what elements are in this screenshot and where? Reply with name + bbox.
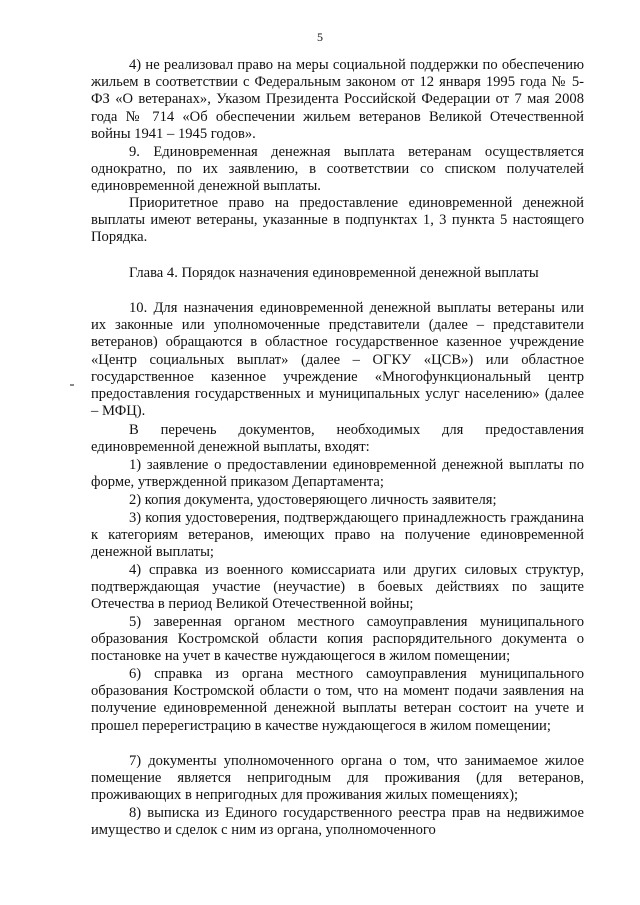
paragraph-documents-list-intro: В перечень документов, необходимых для предоставления единовременной денежной выплаты, входят:: [91, 422, 584, 456]
list-item-2: 2) копия документа, удостоверяющего личность заявителя;: [129, 492, 497, 508]
list-item-5: 5) заверенная органом местного самоуправления муниципального образования Костромской области копия распорядительного документа о постановке на учет в качестве нуждающегося в жилом помещении;: [91, 614, 584, 665]
list-item-4: 4) справка из военного комиссариата или других силовых структур, подтверждающая участие (неучастие) в боевых действиях по защите Отечества в период Великой Отечественной войны;: [91, 562, 584, 613]
list-item-1: 1) заявление о предоставлении единовременной денежной выплаты по форме, утвержденной приказом Департамента;: [91, 457, 584, 491]
margin-mark: [70, 384, 74, 386]
list-item-7: 7) документы уполномоченного органа о том, что занимаемое жилое помещение является непригодным для проживания (для ветеранов, проживающих в непригодных для проживания жилых помещениях);: [91, 753, 584, 804]
page-number: 5: [317, 30, 323, 44]
list-item-6: 6) справка из органа местного самоуправления муниципального образования Костромской области о том, что на момент подачи заявления на получение единовременной денежной выплаты ветеран состоит на учете и прошел перерегистрацию в качестве нуждающегося в жилом помещении;: [91, 666, 584, 734]
paragraph-priority-right: Приоритетное право на предоставление единовременной денежной выплаты имеют ветераны, указанные в подпунктах 1, 3 пункта 5 настоящего Порядка.: [91, 195, 584, 246]
paragraph-item-4: 4) не реализовал право на меры социальной поддержки по обеспечению жильем в соответствии с Федеральным законом от 12 января 1995 года № 5-ФЗ «О ветеранах», Указом Президента Российской Федерации от 7 мая 2008 года № 714 «Об обеспечении жильем ветеранов Великой Отечественной войны 1941 – 1945 годов».: [91, 57, 584, 142]
list-item-3: 3) копия удостоверения, подтверждающего принадлежность гражданина к категориям ветеранов, имеющих право на получение единовременной денежной выплаты;: [91, 510, 584, 561]
chapter-heading: Глава 4. Порядок назначения единовременной денежной выплаты: [129, 265, 539, 281]
list-item-8: 8) выписка из Единого государственного реестра прав на недвижимое имущество и сделок с ним из органа, уполномоченного: [91, 805, 584, 839]
paragraph-point-10: 10. Для назначения единовременной денежной выплаты ветераны или их законные или уполномоченные представители (далее – представители ветеранов) обращаются в областное государственное казенное учреждение «Центр социальных выплат» (далее – ОГКУ «ЦСВ») или областное государственное казенное учреждение «Многофункциональный центр предоставления государственных и муниципальных услуг населению» (далее – МФЦ).: [91, 300, 584, 420]
paragraph-point-9: 9. Единовременная денежная выплата ветеранам осуществляется однократно, по их заявлению, в соответствии со списком получателей единовременной денежной выплаты.: [91, 144, 584, 195]
